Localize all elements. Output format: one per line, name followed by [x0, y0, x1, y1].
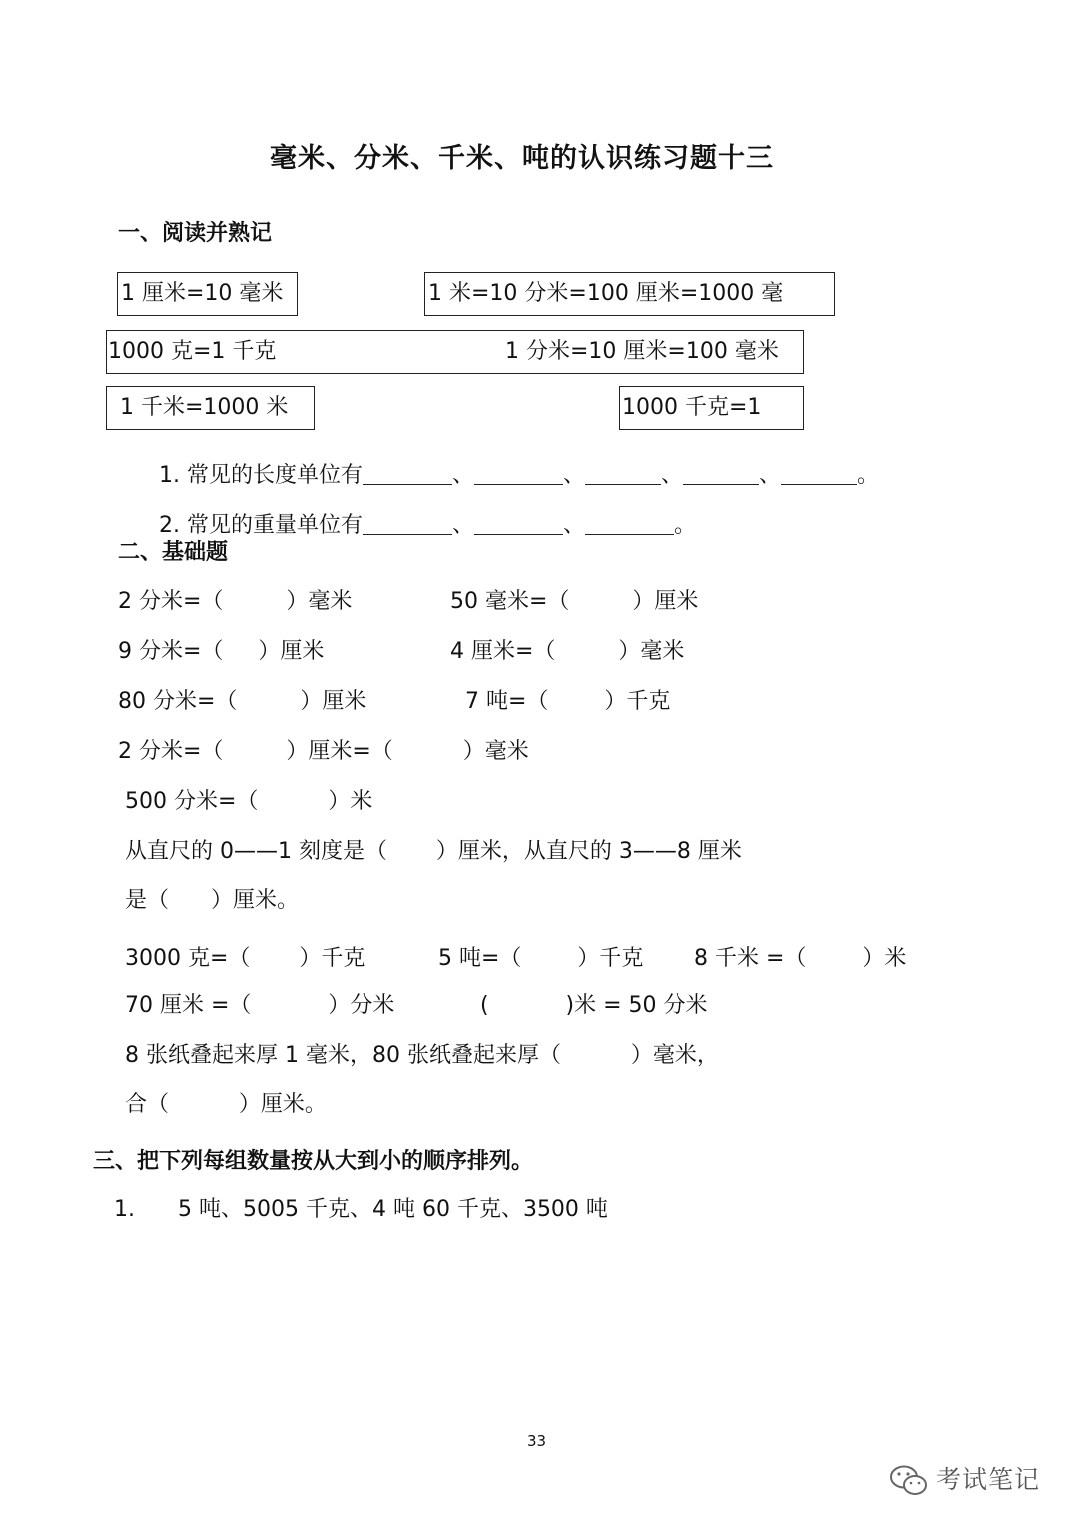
exercise-item: ( )米 = 50 分米 [480, 993, 708, 1018]
fact-g-kg: 1000 克=1 千克 [108, 339, 277, 364]
exercise-item: 2 分米=（ ）厘米=（ ）毫米 [118, 739, 529, 764]
exercise-item: 500 分米=（ ）米 [125, 789, 373, 814]
page-number: 33 [527, 1432, 547, 1450]
question-length-units: 1. 常见的长度单位有 、 、 、 、 。 [159, 463, 880, 488]
answer-blank[interactable] [683, 464, 759, 485]
answer-blank[interactable] [781, 464, 857, 485]
exercise-item: 5 吨=（ ）千克 [438, 946, 644, 971]
exercise-item: 合（ ）厘米。 [125, 1092, 327, 1117]
answer-blank[interactable] [474, 464, 563, 485]
answer-blank[interactable] [585, 514, 674, 535]
order-item-number: 1. [114, 1197, 135, 1222]
question-weight-units: 2. 常见的重量单位有 、 、 。 [159, 513, 697, 538]
section3-heading: 三、把下列每组数量按从大到小的顺序排列。 [93, 1149, 534, 1174]
fact-cm-mm: 1 厘米=10 毫米 [121, 281, 284, 306]
watermark [888, 1461, 1041, 1501]
fact-m: 1 米=10 分米=100 厘米=1000 毫 [428, 281, 784, 306]
exercise-item: 从直尺的 0——1 刻度是（ ）厘米，从直尺的 3——8 厘米 [125, 839, 742, 864]
exercise-item: 80 分米=（ ）厘米 [118, 689, 367, 714]
exercise-item: 3000 克=（ ）千克 [125, 946, 366, 971]
page-title: 毫米、分米、千米、吨的认识练习题十三 [270, 143, 774, 174]
fact-box-km [106, 386, 315, 430]
question-length-text: 1. 常见的长度单位有 [159, 463, 363, 488]
exercise-item: 2 分米=（ ）毫米 [118, 589, 353, 614]
answer-blank[interactable] [474, 514, 563, 535]
watermark-text: 考试笔记 [936, 1465, 1041, 1494]
question-weight-text: 2. 常见的重量单位有 [159, 513, 363, 538]
exercise-item: 是（ ）厘米。 [125, 888, 299, 913]
fact-ton: 1000 千克=1 [622, 395, 762, 420]
answer-blank[interactable] [363, 514, 452, 535]
fact-box-cm-mm [117, 272, 298, 316]
order-item-values: 5 吨、5005 千克、4 吨 60 千克、3500 吨 [178, 1197, 608, 1222]
answer-blank[interactable] [585, 464, 661, 485]
exercise-item: 9 分米=（ ）厘米 [118, 639, 325, 664]
fact-box-wide [106, 330, 804, 374]
wechat-icon [888, 1463, 930, 1499]
exercise-item: 50 毫米=（ ）厘米 [450, 589, 699, 614]
answer-blank[interactable] [363, 464, 452, 485]
exercise-item: 4 厘米=（ ）毫米 [450, 639, 685, 664]
exercise-item: 8 千米 =（ ）米 [694, 946, 907, 971]
fact-box-ton [619, 386, 804, 430]
section1-heading: 一、阅读并熟记 [118, 221, 273, 246]
fact-km: 1 千米=1000 米 [120, 395, 289, 420]
fact-box-m [424, 272, 835, 316]
exercise-item: 70 厘米 =（ ）分米 [125, 993, 395, 1018]
section2-heading: 二、基础题 [118, 540, 229, 565]
fact-dm: 1 分米=10 厘米=100 毫米 [505, 339, 779, 364]
exercise-item: 7 吨=（ ）千克 [465, 689, 671, 714]
exercise-item: 8 张纸叠起来厚 1 毫米，80 张纸叠起来厚（ ）毫米， [125, 1043, 719, 1068]
